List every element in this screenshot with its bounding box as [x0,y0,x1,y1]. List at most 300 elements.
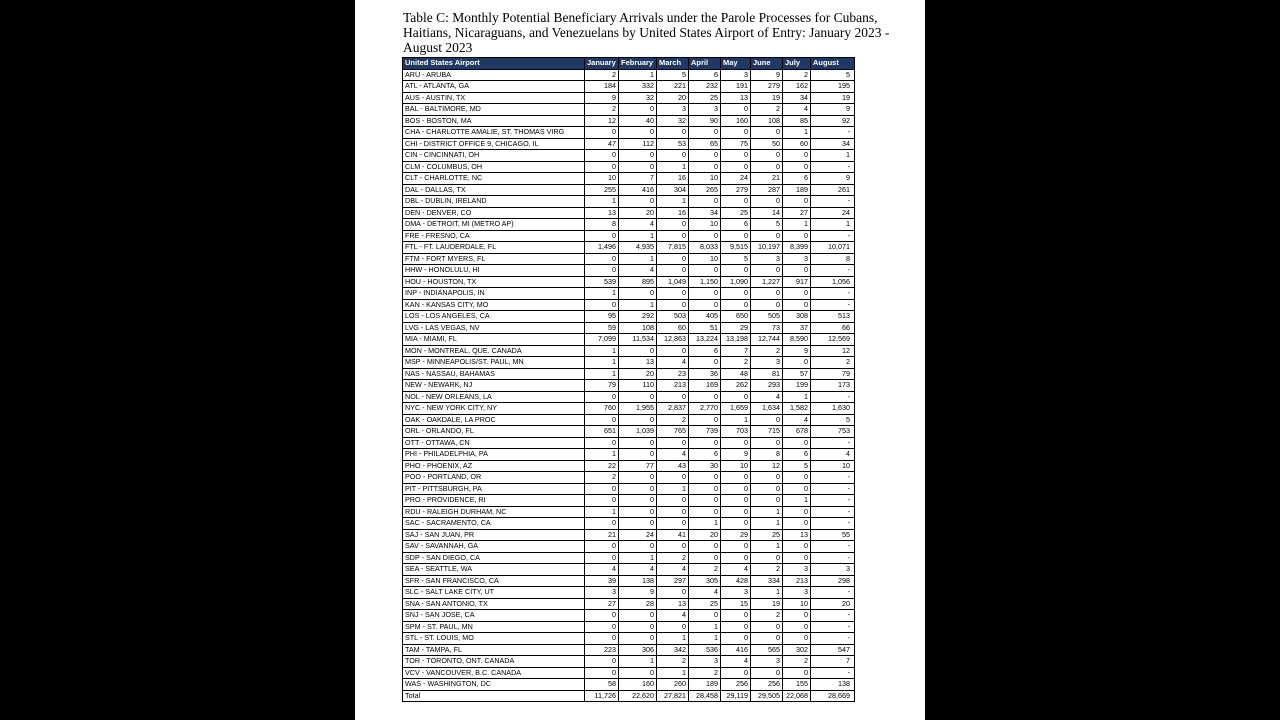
airport-cell: INP - INDIANAPOLIS, IN [403,288,585,300]
value-cell: 0 [783,621,811,633]
value-cell: 0 [751,196,783,208]
value-cell: 0 [585,299,619,311]
value-cell: 0 [585,127,619,139]
value-cell: 0 [585,495,619,507]
value-cell: 0 [657,288,689,300]
value-cell: 213 [657,380,689,392]
value-cell: 138 [619,575,657,587]
value-cell: 0 [585,610,619,622]
table-row [403,322,855,334]
table-row [403,552,855,564]
airport-cell: LVG - LAS VEGAS, NV [403,322,585,334]
value-cell: 0 [585,230,619,242]
value-cell: 0 [689,161,721,173]
value-cell: 1,582 [783,403,811,415]
value-cell: 2 [783,69,811,81]
airport-cell: CHI - DISTRICT OFFICE 9, CHICAGO, IL [403,138,585,150]
airport-cell: RDU - RALEIGH DURHAM, NC [403,506,585,518]
value-cell: 0 [619,150,657,162]
value-cell: 917 [783,276,811,288]
value-cell: 0 [721,633,751,645]
value-cell: 189 [689,679,721,691]
value-cell: 0 [657,621,689,633]
value-cell: 1 [751,506,783,518]
value-cell: 22,620 [619,690,657,702]
airport-cell: CHA - CHARLOTTE AMALIE, ST. THOMAS VIRG [403,127,585,139]
value-cell: 1 [783,391,811,403]
value-cell: 292 [619,311,657,323]
value-cell: 0 [721,610,751,622]
value-cell: 6 [721,219,751,231]
table-row [403,472,855,484]
value-cell: 1 [585,196,619,208]
value-cell: 13 [721,92,751,104]
value-cell: 19 [751,92,783,104]
value-cell: 1 [657,196,689,208]
value-cell: 112 [619,138,657,150]
airport-cell: CIN - CINCINNATI, OH [403,150,585,162]
value-cell: 25 [751,529,783,541]
value-cell: 0 [619,449,657,461]
table-row [403,679,855,691]
table-row [403,242,855,254]
value-cell: 5 [721,253,751,265]
value-cell: 2 [751,104,783,116]
table-row [403,115,855,127]
value-cell: 20 [689,529,721,541]
value-cell: 0 [689,150,721,162]
value-cell: 1 [619,552,657,564]
value-cell: 58 [585,679,619,691]
value-cell: 0 [751,495,783,507]
value-cell: 50 [751,138,783,150]
value-cell: 0 [585,621,619,633]
value-cell: 1 [657,667,689,679]
airport-cell: DMA - DETROIT, MI (METRO AP) [403,219,585,231]
value-cell: 34 [811,138,855,150]
value-cell: 1 [783,495,811,507]
table-row [403,150,855,162]
value-cell: 0 [585,150,619,162]
value-cell: 59 [585,322,619,334]
value-cell: 0 [619,196,657,208]
value-cell: 221 [657,81,689,93]
value-cell: 0 [689,495,721,507]
value-cell: 1,227 [751,276,783,288]
value-cell: 1,630 [811,403,855,415]
value-cell: 5 [751,219,783,231]
value-cell: 15 [721,598,751,610]
value-cell: 2 [783,656,811,668]
value-cell: 4 [721,564,751,576]
column-header-month: February [619,58,657,70]
airport-cell: FTM - FORT MYERS, FL [403,253,585,265]
value-cell: 12 [811,345,855,357]
value-cell: 503 [657,311,689,323]
value-cell: 0 [585,518,619,530]
airport-cell: BAL - BALTIMORE, MD [403,104,585,116]
value-cell: 760 [585,403,619,415]
value-cell: 12 [585,115,619,127]
value-cell: 0 [751,299,783,311]
value-cell: 4 [657,610,689,622]
value-cell: 0 [721,472,751,484]
value-cell: 21 [751,173,783,185]
value-cell: 8,033 [689,242,721,254]
table-row [403,173,855,185]
value-cell: 0 [619,288,657,300]
value-cell: 0 [585,633,619,645]
airport-cell: SDP - SAN DIEGO, CA [403,552,585,564]
value-cell: 34 [689,207,721,219]
airport-cell: SAJ - SAN JUAN, PR [403,529,585,541]
value-cell: 0 [751,288,783,300]
airport-cell: SNA - SAN ANTONIO, TX [403,598,585,610]
value-cell: 547 [811,644,855,656]
value-cell: 2 [689,667,721,679]
value-cell: 3 [689,104,721,116]
value-cell: 51 [689,322,721,334]
value-cell: 0 [619,610,657,622]
value-cell: 0 [657,587,689,599]
value-cell: 0 [721,288,751,300]
value-cell: 0 [751,472,783,484]
table-row [403,403,855,415]
value-cell: 0 [619,633,657,645]
value-cell: 11,726 [585,690,619,702]
value-cell: 3 [751,357,783,369]
airport-cell: CLT - CHARLOTTE, NC [403,173,585,185]
value-cell: - [811,437,855,449]
value-cell: 1 [657,161,689,173]
table-row [403,667,855,679]
value-cell: 110 [619,380,657,392]
arrivals-table [402,57,855,702]
value-cell: 0 [783,483,811,495]
value-cell: 223 [585,644,619,656]
value-cell: - [811,667,855,679]
value-cell: 3 [585,587,619,599]
value-cell: 48 [721,368,751,380]
value-cell: 28,458 [689,690,721,702]
airport-cell: KAN - KANSAS CITY, MO [403,299,585,311]
table-row [403,610,855,622]
table-row [403,483,855,495]
value-cell: 0 [657,265,689,277]
value-cell: 428 [721,575,751,587]
value-cell: 12,569 [811,334,855,346]
value-cell: 13,224 [689,334,721,346]
value-cell: 0 [721,230,751,242]
value-cell: 27 [585,598,619,610]
value-cell: 0 [689,230,721,242]
value-cell: 13 [619,357,657,369]
value-cell: 0 [783,161,811,173]
value-cell: 1 [751,541,783,553]
value-cell: 287 [751,184,783,196]
value-cell: 416 [619,184,657,196]
value-cell: 0 [783,610,811,622]
value-cell: 0 [721,541,751,553]
value-cell: 0 [657,230,689,242]
table-row [403,414,855,426]
value-cell: 0 [783,667,811,679]
airport-cell: PRO - PROVIDENCE, RI [403,495,585,507]
value-cell: - [811,299,855,311]
column-header-month: July [783,58,811,70]
value-cell: 21 [585,529,619,541]
table-row [403,230,855,242]
value-cell: 4 [619,265,657,277]
value-cell: 0 [585,541,619,553]
value-cell: 22,068 [783,690,811,702]
value-cell: 0 [689,299,721,311]
airport-cell: HOU - HOUSTON, TX [403,276,585,288]
value-cell: 3 [721,587,751,599]
value-cell: 0 [783,541,811,553]
value-cell: 0 [585,391,619,403]
value-cell: 0 [783,472,811,484]
value-cell: 8,590 [783,334,811,346]
value-cell: - [811,472,855,484]
value-cell: 7 [721,345,751,357]
value-cell: 0 [585,552,619,564]
value-cell: 1 [619,230,657,242]
value-cell: 232 [689,81,721,93]
table-row [403,219,855,231]
table-row [403,598,855,610]
value-cell: 0 [689,265,721,277]
value-cell: 7,815 [657,242,689,254]
value-cell: 5 [657,69,689,81]
value-cell: 0 [721,518,751,530]
value-cell: 0 [657,506,689,518]
value-cell: 1 [619,69,657,81]
value-cell: 0 [619,621,657,633]
value-cell: 4 [811,449,855,461]
value-cell: 10 [689,253,721,265]
value-cell: - [811,552,855,564]
table-row [403,541,855,553]
value-cell: 5 [783,460,811,472]
value-cell: - [811,518,855,530]
value-cell: 1,659 [721,403,751,415]
value-cell: 29 [721,529,751,541]
value-cell: 24 [721,173,751,185]
value-cell: 36 [689,368,721,380]
value-cell: 66 [811,322,855,334]
value-cell: 24 [619,529,657,541]
value-cell: 2 [657,656,689,668]
value-cell: 0 [721,552,751,564]
value-cell: 1 [689,518,721,530]
value-cell: 90 [689,115,721,127]
value-cell: 8 [811,253,855,265]
value-cell: - [811,483,855,495]
value-cell: 184 [585,81,619,93]
value-cell: 25 [689,598,721,610]
value-cell: 1,049 [657,276,689,288]
value-cell: 9 [783,345,811,357]
value-cell: 27 [783,207,811,219]
value-cell: 16 [657,173,689,185]
value-cell: 160 [619,679,657,691]
value-cell: 0 [721,621,751,633]
value-cell: - [811,391,855,403]
value-cell: 1,039 [619,426,657,438]
value-cell: 678 [783,426,811,438]
value-cell: 265 [689,184,721,196]
table-row [403,656,855,668]
value-cell: 3 [689,656,721,668]
value-cell: 703 [721,426,751,438]
value-cell: 0 [721,506,751,518]
value-cell: 0 [657,495,689,507]
value-cell: 305 [689,575,721,587]
value-cell: 2 [657,552,689,564]
value-cell: 0 [619,667,657,679]
value-cell: 0 [721,265,751,277]
value-cell: 138 [811,679,855,691]
value-cell: 14 [751,207,783,219]
value-cell: 7 [811,656,855,668]
value-cell: 0 [721,437,751,449]
value-cell: 1 [657,483,689,495]
value-cell: 10,197 [751,242,783,254]
value-cell: 3 [811,564,855,576]
value-cell: 0 [721,161,751,173]
value-cell: 30 [689,460,721,472]
value-cell: 0 [619,345,657,357]
value-cell: 0 [721,391,751,403]
airport-cell: NYC - NEW YORK CITY, NY [403,403,585,415]
table-row [403,299,855,311]
value-cell: 4,935 [619,242,657,254]
total-row [403,690,855,702]
column-header-month: March [657,58,689,70]
value-cell: 302 [783,644,811,656]
value-cell: 1 [619,656,657,668]
value-cell: 0 [751,127,783,139]
table-row [403,334,855,346]
value-cell: 1 [783,219,811,231]
value-cell: 0 [721,104,751,116]
airport-cell: ATL - ATLANTA, GA [403,81,585,93]
value-cell: 12,744 [751,334,783,346]
value-cell: 4 [619,564,657,576]
airport-cell: Total [403,690,585,702]
value-cell: 9 [751,69,783,81]
value-cell: 0 [783,288,811,300]
value-cell: 0 [689,196,721,208]
value-cell: 334 [751,575,783,587]
value-cell: 308 [783,311,811,323]
airport-cell: SLC - SALT LAKE CITY, UT [403,587,585,599]
value-cell: 19 [811,92,855,104]
value-cell: 29,505 [751,690,783,702]
value-cell: 2,837 [657,403,689,415]
value-cell: 2 [811,357,855,369]
value-cell: 4 [783,104,811,116]
table-row [403,184,855,196]
table-header-row [403,58,855,70]
airport-cell: FTL - FT. LAUDERDALE, FL [403,242,585,254]
airport-cell: DBL - DUBLIN, IRELAND [403,196,585,208]
value-cell: 2 [585,104,619,116]
table-row [403,276,855,288]
value-cell: 195 [811,81,855,93]
value-cell: 13 [657,598,689,610]
value-cell: 2 [721,357,751,369]
value-cell: 0 [619,437,657,449]
airport-cell: DEN - DENVER, CO [403,207,585,219]
value-cell: 1 [585,288,619,300]
value-cell: 0 [751,265,783,277]
value-cell: 20 [619,207,657,219]
value-cell: 715 [751,426,783,438]
value-cell: 24 [811,207,855,219]
table-row [403,633,855,645]
value-cell: 0 [689,288,721,300]
value-cell: 0 [689,127,721,139]
value-cell: - [811,587,855,599]
value-cell: 332 [619,81,657,93]
value-cell: 6 [783,173,811,185]
airport-cell: MON - MONTREAL, QUE. CANADA [403,345,585,357]
value-cell: 9 [721,449,751,461]
value-cell: 0 [619,495,657,507]
value-cell: 8 [751,449,783,461]
value-cell: 0 [783,437,811,449]
value-cell: 4 [619,219,657,231]
value-cell: 13 [585,207,619,219]
value-cell: 0 [721,667,751,679]
airport-cell: HHW - HONOLULU, HI [403,265,585,277]
value-cell: 29,119 [721,690,751,702]
airport-cell: DAL - DALLAS, TX [403,184,585,196]
value-cell: 1 [721,414,751,426]
airport-cell: TOR - TORONTO, ONT. CANADA [403,656,585,668]
airport-cell: LOS - LOS ANGELES, CA [403,311,585,323]
value-cell: 0 [619,127,657,139]
value-cell: 0 [657,345,689,357]
value-cell: 262 [721,380,751,392]
value-cell: 0 [721,495,751,507]
column-header-airport: United States Airport [403,58,585,70]
value-cell: - [811,633,855,645]
value-cell: 0 [721,150,751,162]
value-cell: 65 [689,138,721,150]
value-cell: - [811,541,855,553]
value-cell: 3 [751,656,783,668]
value-cell: 6 [689,69,721,81]
value-cell: 85 [783,115,811,127]
airport-cell: POO - PORTLAND, OR [403,472,585,484]
value-cell: 0 [619,104,657,116]
value-cell: 256 [721,679,751,691]
value-cell: 0 [657,150,689,162]
value-cell: 0 [619,541,657,553]
value-cell: 155 [783,679,811,691]
value-cell: 505 [751,311,783,323]
value-cell: 261 [811,184,855,196]
value-cell: - [811,161,855,173]
value-cell: 28,669 [811,690,855,702]
value-cell: - [811,265,855,277]
value-cell: 39 [585,575,619,587]
value-cell: 10,071 [811,242,855,254]
value-cell: 0 [689,414,721,426]
